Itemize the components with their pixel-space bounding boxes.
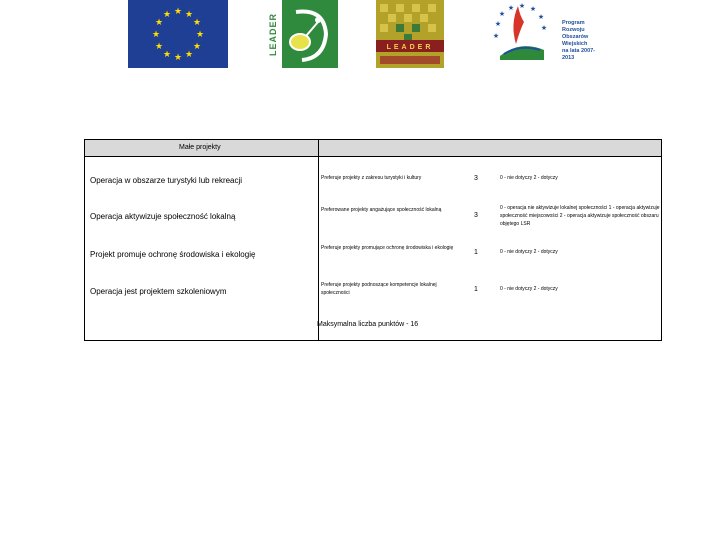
column-divider [318, 157, 319, 340]
max-points-label: Maksymalna liczba punktów - 16 [317, 321, 419, 328]
description-cell: Preferuje projekty podnoszące kompetencje lokalnej społeczności [321, 282, 437, 296]
table-header-left [85, 140, 319, 157]
points-cell: 3 [474, 175, 478, 182]
prow-line: Rozwoju [562, 27, 585, 33]
prow-logo-text [562, 20, 600, 62]
prow-line: na lata 2007-2013 [562, 48, 596, 61]
prow-line: Obszarów [562, 34, 589, 40]
table-header-title: Małe projekty [179, 144, 221, 151]
svg-text:★: ★ [192, 42, 202, 52]
svg-text:★: ★ [173, 53, 183, 63]
svg-text:★: ★ [494, 20, 502, 28]
leader-logo [266, 0, 338, 68]
prow-line: Program [562, 20, 585, 26]
description-cell: Preferowane projekty angażujące społeczność lokalną [321, 207, 442, 213]
criterion-cell: Operacja aktywizuje społeczność lokalną [90, 212, 236, 221]
svg-text:★: ★ [492, 32, 500, 40]
svg-text:★: ★ [154, 18, 164, 28]
criterion-cell: Operacja jest projektem szkoleniowym [90, 287, 227, 296]
eu-flag-logo [128, 0, 228, 68]
description-cell: Preferuje projekty z zakresu turystyki i kultury [321, 175, 422, 181]
table-header-right [319, 140, 661, 157]
eu-stars-icon [128, 0, 228, 68]
description-cell: Preferuje projekty promujące ochronę środowiska i ekologię [321, 245, 454, 251]
prow-logo [480, 0, 600, 68]
svg-text:★: ★ [173, 7, 183, 17]
leader-logo-text: LEADER [268, 12, 278, 56]
prow-line: Wiejskich [562, 41, 588, 47]
scoring-table [84, 139, 662, 341]
svg-text:★: ★ [540, 24, 548, 32]
leader-leaf-icon [266, 0, 338, 68]
criterion-cell: Projekt promuje ochronę środowiska i ekologię [90, 250, 256, 259]
scoring-rule-cell: 0 - nie dotyczy 2 - dotyczy [500, 249, 558, 255]
svg-text:★: ★ [151, 30, 161, 40]
svg-text:★: ★ [162, 50, 172, 60]
svg-text:★: ★ [154, 42, 164, 52]
svg-text:★: ★ [507, 4, 515, 12]
leader-mosaic-text: LEADER [386, 44, 434, 51]
points-cell: 1 [474, 286, 478, 293]
svg-text:★: ★ [184, 10, 194, 20]
criterion-cell: Operacja w obszarze turystyki lub rekreacji [90, 176, 243, 185]
points-cell: 3 [474, 212, 478, 219]
svg-text:★: ★ [537, 13, 545, 21]
svg-text:★: ★ [498, 10, 506, 18]
svg-text:★: ★ [162, 10, 172, 20]
svg-text:★: ★ [529, 5, 537, 13]
mosaic-pattern-icon [376, 0, 444, 68]
svg-text:★: ★ [184, 50, 194, 60]
leader-mosaic-logo [376, 0, 444, 68]
points-cell: 1 [474, 249, 478, 256]
scoring-rule-cell: 0 - nie dotyczy 2 - dotyczy [500, 286, 558, 292]
svg-text:★: ★ [518, 2, 526, 10]
scoring-rule-cell: 0 - operacja nie aktywizuje lokalnej społeczności 1 - operacja aktywizuje społeczność miejscowości 2 - operacja aktywizuje społeczność obszaru objętego LSR [500, 205, 660, 227]
svg-text:★: ★ [192, 18, 202, 28]
scoring-rule-cell: 0 - nie dotyczy 2 - dotyczy [500, 175, 558, 181]
svg-text:★: ★ [195, 30, 205, 40]
